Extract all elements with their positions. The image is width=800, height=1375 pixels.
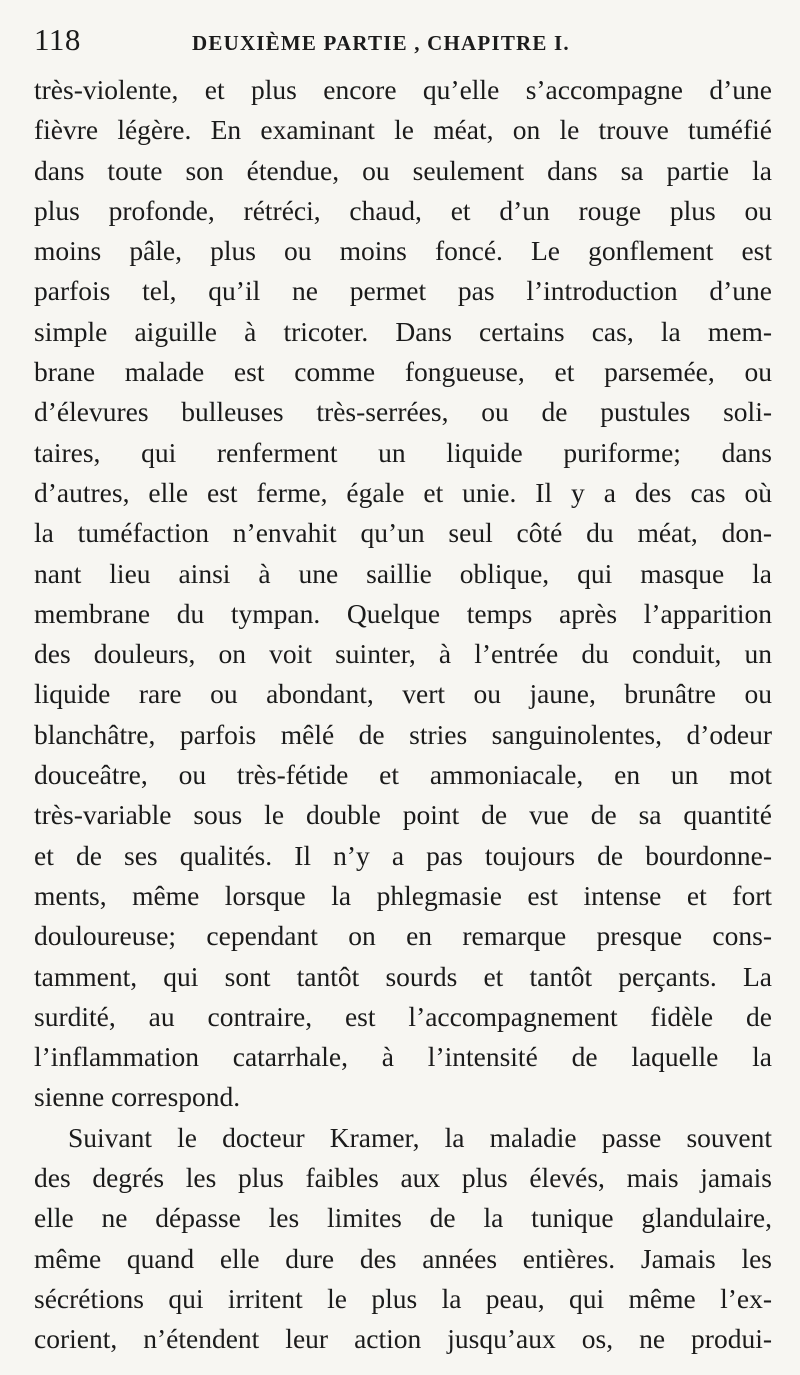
text-line: brane malade est comme fongueuse, et parsemée, ou (34, 356, 772, 388)
text-line: d’autres, elle est ferme, égale et unie. Il y a des cas où (34, 476, 772, 508)
text-line: simple aiguille à tricoter. Dans certains cas, la mem- (34, 315, 772, 347)
text-line: fièvre légère. En examinant le méat, on le trouve tuméfié (34, 114, 772, 146)
chapter-header: DEUXIÈME PARTIE , CHAPITRE I. (192, 31, 570, 55)
body-text (34, 70, 772, 1360)
text-line: liquide rare ou abondant, vert ou jaune, brunâtre ou (34, 678, 772, 710)
page-number: 118 (34, 22, 81, 57)
text-line: d’élevures bulleuses très-serrées, ou de pustules soli- (34, 396, 772, 428)
text-line: la tuméfaction n’envahit qu’un seul côté du méat, don- (34, 517, 772, 549)
paragraph (34, 70, 772, 1118)
text-line: sienne correspond. (34, 1081, 241, 1113)
text-line: elle ne dépasse les limites de la tunique glandulaire, (34, 1202, 772, 1234)
text-line: dans toute son étendue, ou seulement dans sa partie la (34, 154, 772, 186)
running-head (34, 22, 770, 62)
text-line: plus profonde, rétréci, chaud, et d’un rouge plus ou (34, 194, 772, 226)
text-line: très-violente, et plus encore qu’elle s’accompagne d’une (34, 74, 772, 105)
text-line: Suivant le docteur Kramer, la maladie passe souvent (68, 1121, 772, 1153)
text-line: des douleurs, on voit suinter, à l’entrée du conduit, un (34, 638, 772, 670)
text-line: l’inflammation catarrhale, à l’intensité de laquelle la (34, 1041, 772, 1073)
paragraph (34, 1118, 772, 1360)
text-line: blanchâtre, parfois mêlé de stries sanguinolentes, d’odeur (34, 718, 772, 750)
text-line: moins pâle, plus ou moins foncé. Le gonflement est (34, 235, 772, 267)
text-line: parfois tel, qu’il ne permet pas l’introduction d’une (34, 275, 772, 307)
text-line: membrane du tympan. Quelque temps après l’apparition (34, 597, 772, 629)
text-line: des degrés les plus faibles aux plus élevés, mais jamais (34, 1162, 772, 1194)
text-line: même quand elle dure des années entières. Jamais les (34, 1242, 772, 1274)
text-line: surdité, au contraire, est l’accompagnement fidèle de (34, 1000, 772, 1032)
text-line: douloureuse; cependant on en remarque presque cons- (34, 920, 772, 952)
text-line: ments, même lorsque la phlegmasie est intense et fort (34, 879, 772, 911)
text-line: et de ses qualités. Il n’y a pas toujours de bourdonne- (34, 839, 772, 871)
text-line: sécrétions qui irritent le plus la peau, qui même l’ex- (34, 1282, 772, 1314)
text-line: taires, qui renferment un liquide puriforme; dans (34, 436, 772, 468)
text-line: nant lieu ainsi à une saillie oblique, qui masque la (34, 557, 772, 589)
text-line: tamment, qui sont tantôt sourds et tantôt perçants. La (34, 960, 772, 992)
text-line: très-variable sous le double point de vue de sa quantité (34, 799, 772, 831)
text-line: douceâtre, ou très-fétide et ammoniacale, en un mot (34, 759, 772, 791)
text-line: corient, n’étendent leur action jusqu’aux os, ne produi- (34, 1323, 772, 1355)
